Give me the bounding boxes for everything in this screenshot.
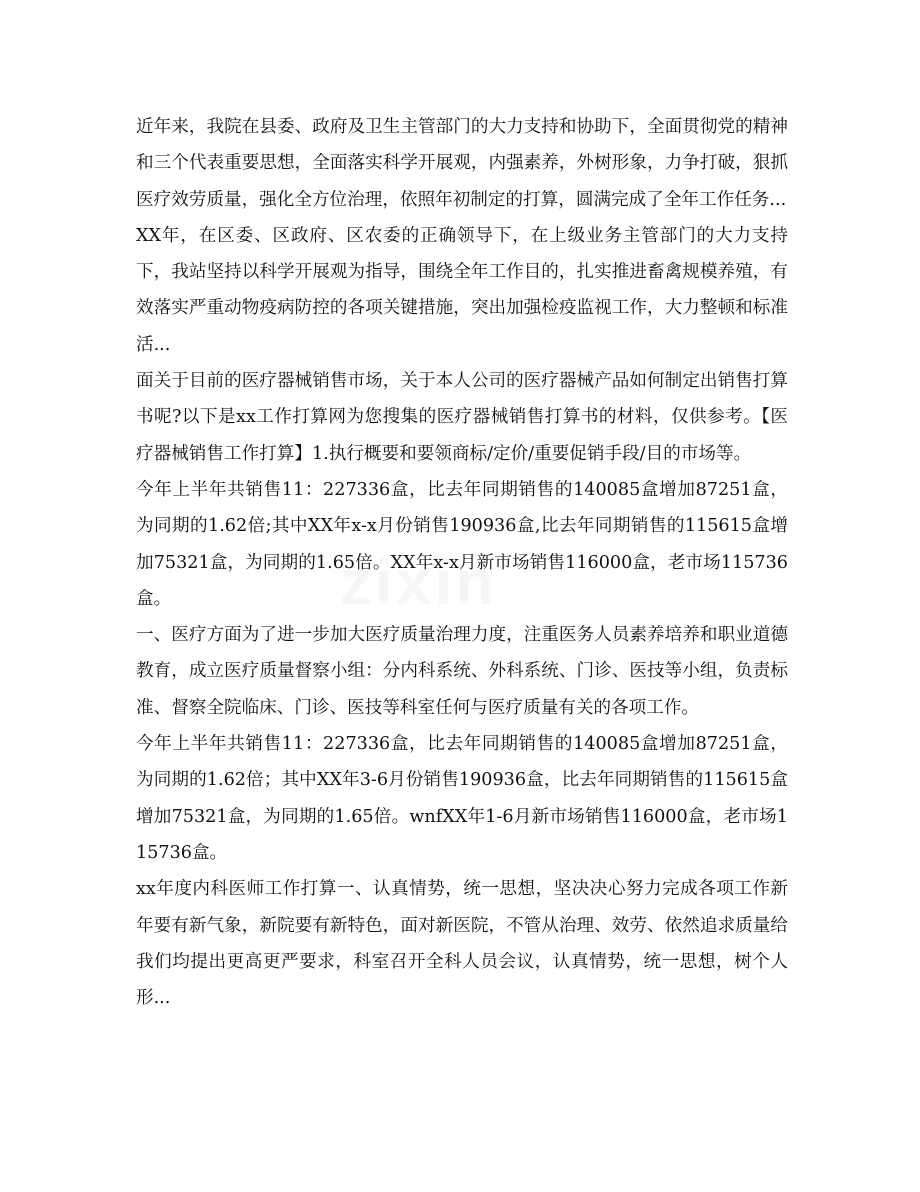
paragraph-5: 一、医疗方面为了进一步加大医疗质量治理力度，注重医务人员素养培养和职业道德教育，成立医疗质量督察小组：分内科系统、外科系统、门诊、医技等小组，负责标准、督察全院临床、门诊、医技等科室任何与医疗质量有关的各项工作。 — [136, 625, 788, 718]
paragraph-7: xx年度内科医师工作打算一、认真情势，统一思想，坚决决心努力完成各项工作新年要有新气象，新院要有新特色，面对新医院，不管从治理、效劳、依然追求质量给我们均提出更高更严要求，科室召开全科人员会议，认真情势，统一思想，树个人形... — [136, 879, 788, 1009]
paragraph-1: 近年来，我院在县委、政府及卫生主管部门的大力支持和协助下，全面贯彻党的精神和三个代表重要思想，全面落实科学开展观，内强素养，外树形象，力争打破，狠抓医疗效劳质量，强化全方位治理，依照年初制定的打算，圆满完成了全年工作任务... — [136, 117, 788, 210]
paragraph-4: 今年上半年共销售11：227336盒，比去年同期销售的140085盒增加87251盒，为同期的1.62倍;其中XX年x-x月份销售190936盒,比去年同期销售的115615盒增加75321盒，为同期的1.65倍。XX年x-x月新市场销售116000盒，老市场115736盒。 — [136, 479, 788, 609]
paragraph-2: XX年，在区委、区政府、区农委的正确领导下，在上级业务主管部门的大力支持下，我站坚持以科学开展观为指导，围绕全年工作目的，扎实推进畜禽规模养殖，有效落实严重动物疫病防控的各项关键措施，突出加强检疫监视工作，大力整顿和标准活... — [136, 225, 788, 355]
document-body — [136, 109, 788, 1016]
paragraph-6: 今年上半年共销售11：227336盒，比去年同期销售的140085盒增加87251盒，为同期的1.62倍；其中XX年3-6月份销售190936盒，比去年同期销售的115615盒增加75321盒，为同期的1.65倍。wnfXX年1-6月新市场销售116000盒，老市场115736盒。 — [136, 734, 788, 863]
paragraph-3: 面关于目前的医疗器械销售市场，关于本人公司的医疗器械产品如何制定出销售打算书呢?以下是xx工作打算网为您搜集的医疗器械销售打算书的材料，仅供参考。【医疗器械销售工作打算】1.执行概要和要领商标/定价/重要促销手段/目的市场等。 — [136, 371, 788, 464]
